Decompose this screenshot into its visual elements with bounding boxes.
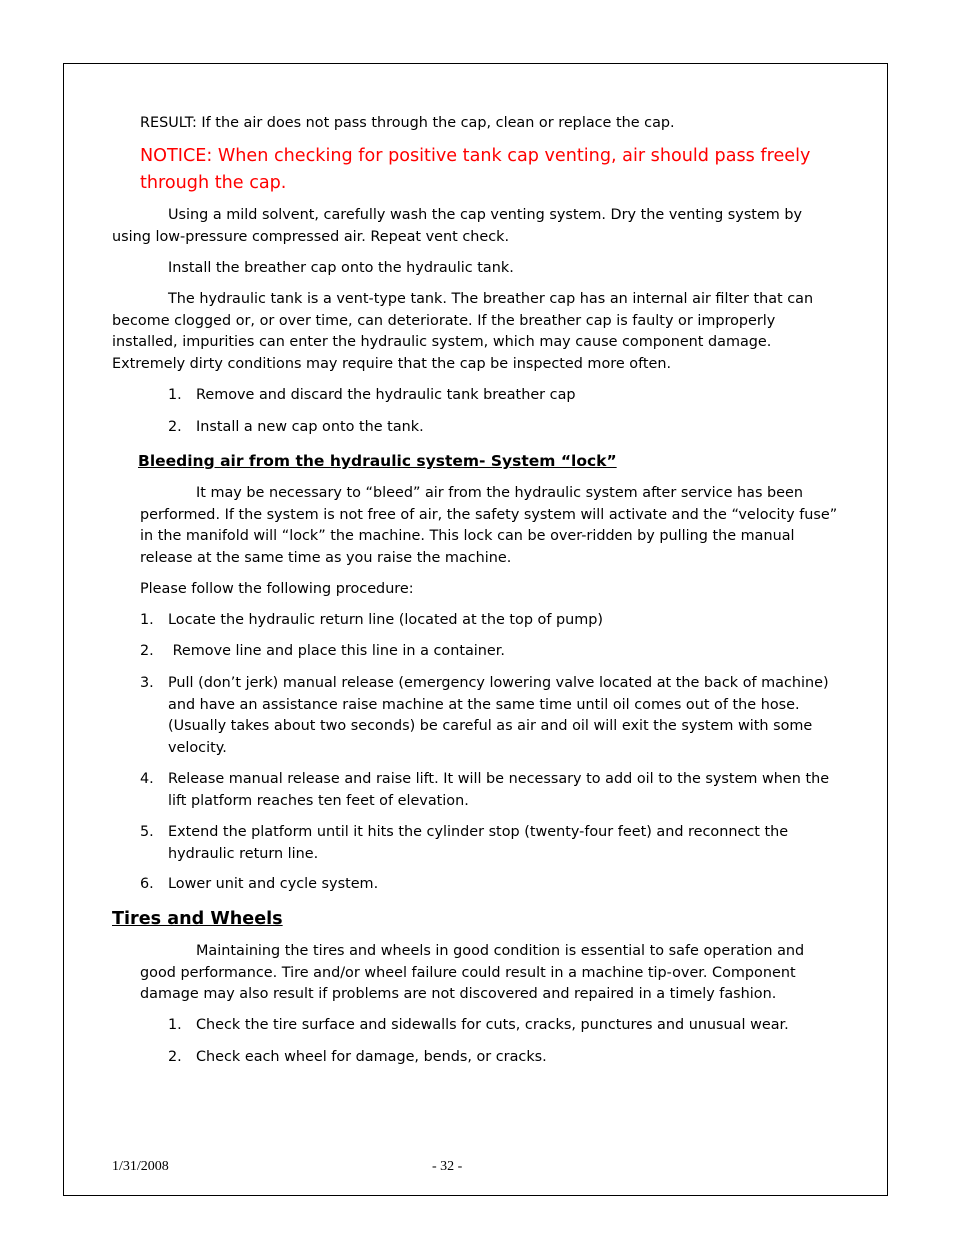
- list-number: 2.: [140, 643, 154, 659]
- list-item: Locate the hydraulic return line (located at the top of pump): [168, 612, 603, 628]
- list-item: Check each wheel for damage, bends, or cracks.: [196, 1049, 547, 1065]
- list-number: 3.: [140, 675, 154, 691]
- paragraph-tires: Maintaining the tires and wheels in good condition is essential to safe operation and good performance. Tire and/or wheel failure could result in a machine tip-over. Component damage may also result if problems are not discovered and repaired in a timely fashion.: [140, 943, 805, 1002]
- list-item: Install a new cap onto the tank.: [196, 419, 424, 435]
- list-item: Pull (don’t jerk) manual release (emergency lowering valve located at the back of machine) and have an assistance raise machine at the same time until oil comes out of the hose. (Usually takes about two seconds) be careful as air and oil will exit the system with some velocity.: [168, 675, 829, 756]
- paragraph-solvent: Using a mild solvent, carefully wash the cap venting system. Dry the venting system by using low-pressure compressed air. Repeat vent check.: [112, 207, 803, 245]
- paragraph-vent-tank: The hydraulic tank is a vent-type tank. The breather cap has an internal air filter that can become clogged or, or over time, can deteriorate. If the breather cap is faulty or improperly installed, impurities can enter the hydraulic system, which may cause component damage. Extremely dirty conditions may require that the cap be inspected more often.: [112, 291, 814, 372]
- list-number: 1.: [168, 1017, 182, 1033]
- paragraph-bleeding: It may be necessary to “bleed” air from the hydraulic system after service has been performed. If the system is not free of air, the safety system will activate and the “velocity fuse” in the manifold will “lock” the machine. This lock can be over-ridden by pulling the manual release at the same time as you raise the machine.: [140, 485, 838, 566]
- list-number: 6.: [140, 876, 154, 892]
- list-number: 2.: [168, 419, 182, 435]
- list-number: 1.: [168, 387, 182, 403]
- paragraph-procedure-intro: Please follow the following procedure:: [140, 581, 414, 597]
- section-heading-bleeding: Bleeding air from the hydraulic system- System “lock”: [138, 452, 617, 470]
- list-item: Remove and discard the hydraulic tank breather cap: [196, 387, 576, 403]
- list-item: Extend the platform until it hits the cylinder stop (twenty-four feet) and reconnect the hydraulic return line.: [168, 824, 789, 862]
- footer-page-number: - 32 -: [432, 1159, 463, 1174]
- list-item: Release manual release and raise lift. It will be necessary to add oil to the system when the lift platform reaches ten feet of elevation.: [168, 771, 830, 809]
- notice-text: NOTICE: When checking for positive tank cap venting, air should pass freely through the cap.: [140, 146, 811, 193]
- list-number: 4.: [140, 771, 154, 787]
- list-number: 2.: [168, 1049, 182, 1065]
- list-item: Check the tire surface and sidewalls for cuts, cracks, punctures and unusual wear.: [196, 1017, 789, 1033]
- section-heading-tires: Tires and Wheels: [112, 909, 283, 929]
- list-number: 5.: [140, 824, 154, 840]
- footer-date: 1/31/2008: [112, 1159, 169, 1174]
- list-number: 1.: [140, 612, 154, 628]
- result-line: RESULT: If the air does not pass through the cap, clean or replace the cap.: [140, 115, 675, 131]
- paragraph-install: Install the breather cap onto the hydraulic tank.: [168, 260, 514, 276]
- list-item: Remove line and place this line in a container.: [168, 643, 505, 659]
- list-item: Lower unit and cycle system.: [168, 876, 379, 892]
